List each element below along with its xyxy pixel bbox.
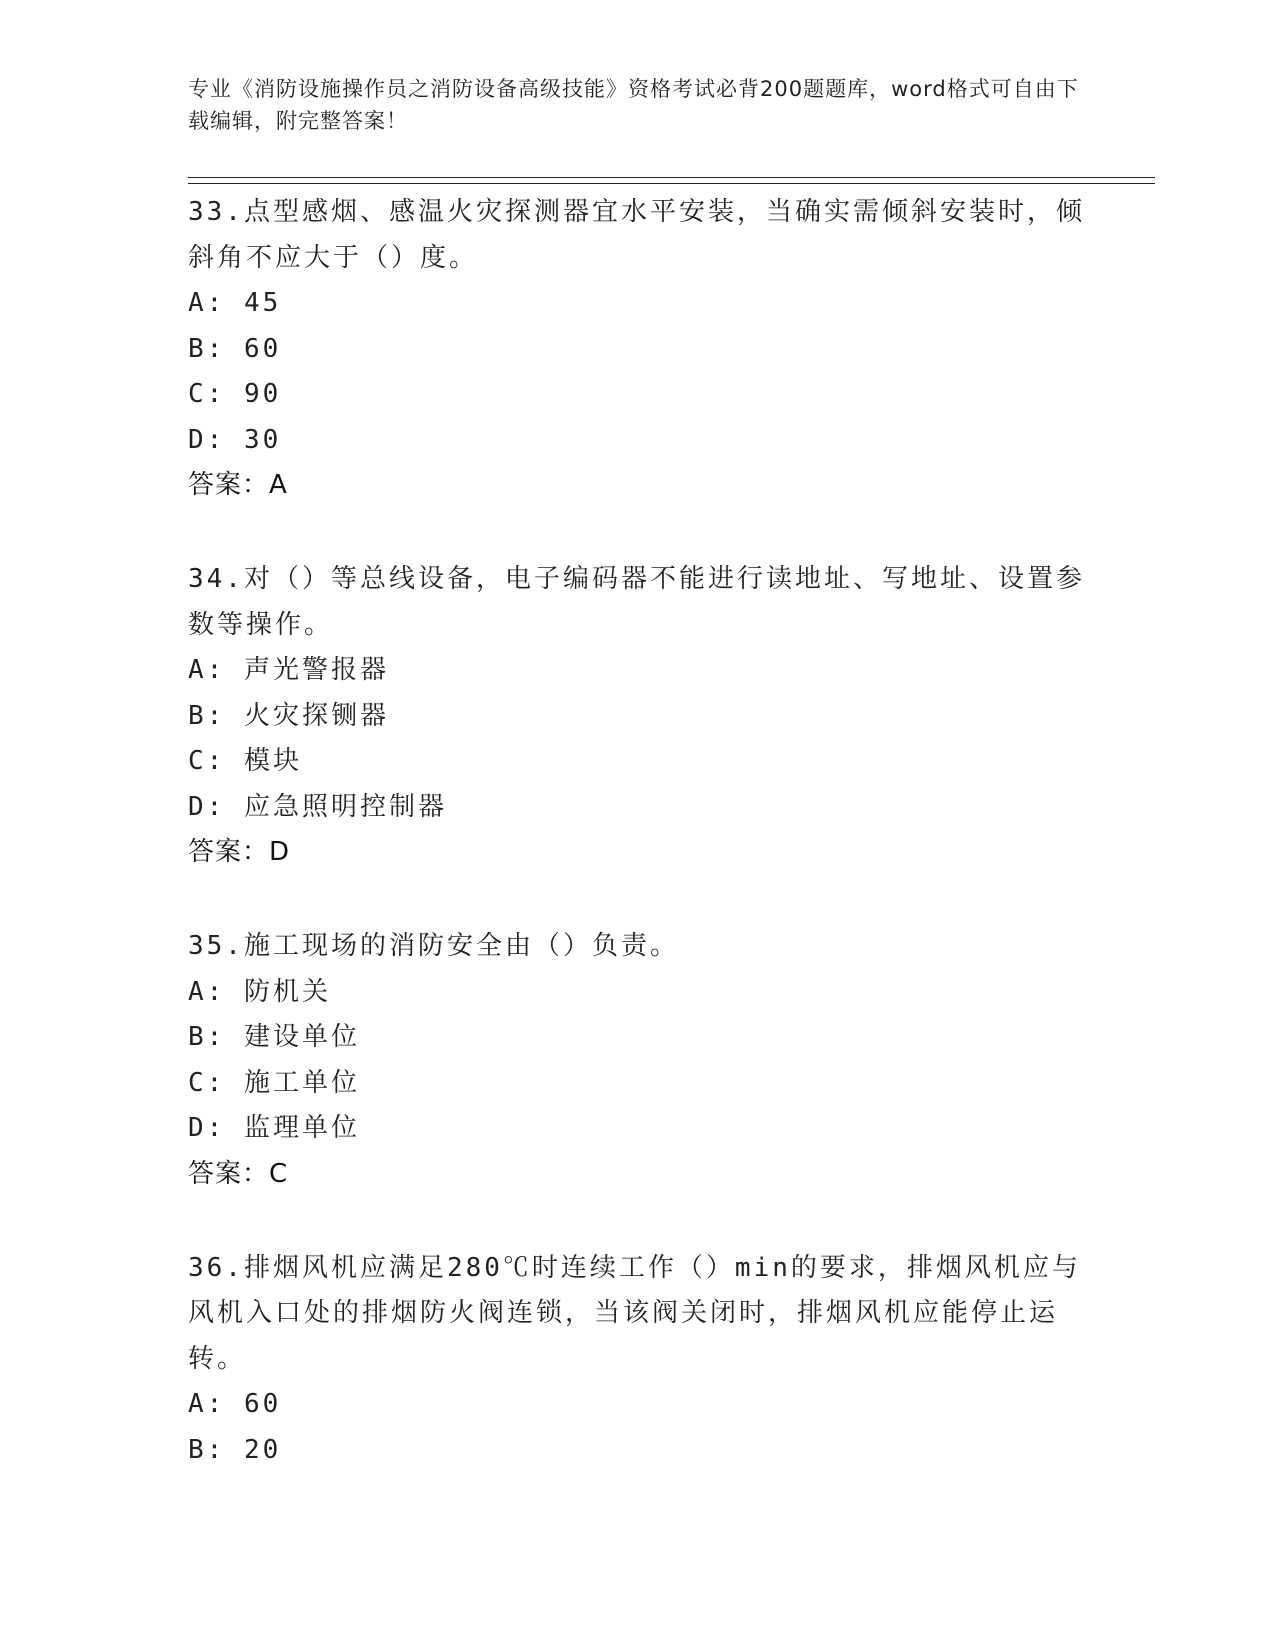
question-36 [188, 1244, 1088, 1474]
option-d: D: 监理单位 [188, 1113, 360, 1143]
option-a: A: 45 [188, 288, 282, 318]
question-35 [188, 922, 1088, 1197]
question-list [188, 188, 1088, 1473]
option-b: B: 60 [188, 333, 282, 364]
answer: 答案：D [188, 837, 291, 867]
question-33 [188, 188, 1088, 508]
header-divider-bottom [188, 183, 1155, 184]
option-a: A: 60 [188, 1389, 282, 1419]
answer: 答案：C [188, 1158, 289, 1189]
option-b: B: 火灾探铡器 [188, 700, 389, 731]
answer: 答案：A [188, 470, 288, 500]
document-header: 专业《消防设施操作员之消防设备高级技能》资格考试必背200题题库，word格式可自由下载编辑，附完整答案！ [188, 77, 1079, 133]
option-d: D: 应急照明控制器 [188, 791, 447, 822]
option-b: B: 20 [188, 1434, 282, 1465]
option-d: D: 30 [188, 424, 282, 455]
question-stem: 33.点型感烟、感温火灾探测器宜水平安装，当确实需倾斜安装时，倾斜角不应大于（）度。 [188, 197, 1085, 273]
option-c: C: 施工单位 [188, 1067, 360, 1098]
question-stem: 36.排烟风机应满足280℃时连续工作（）min的要求，排烟风机应与风机入口处的排烟防火阀连锁，当该阀关闭时，排烟风机应能停止运转。 [188, 1252, 1081, 1374]
option-c: C: 模块 [188, 746, 302, 776]
option-a: A: 防机关 [188, 976, 331, 1007]
option-a: A: 声光警报器 [188, 655, 389, 685]
question-stem: 34.对（）等总线设备，电子编码器不能进行读地址、写地址、设置参数等操作。 [188, 564, 1085, 640]
question-34 [188, 555, 1088, 875]
header-divider-top [188, 177, 1155, 178]
question-stem: 35.施工现场的消防安全由（）负责。 [188, 931, 679, 961]
option-b: B: 建设单位 [188, 1022, 360, 1052]
option-c: C: 90 [188, 379, 282, 409]
